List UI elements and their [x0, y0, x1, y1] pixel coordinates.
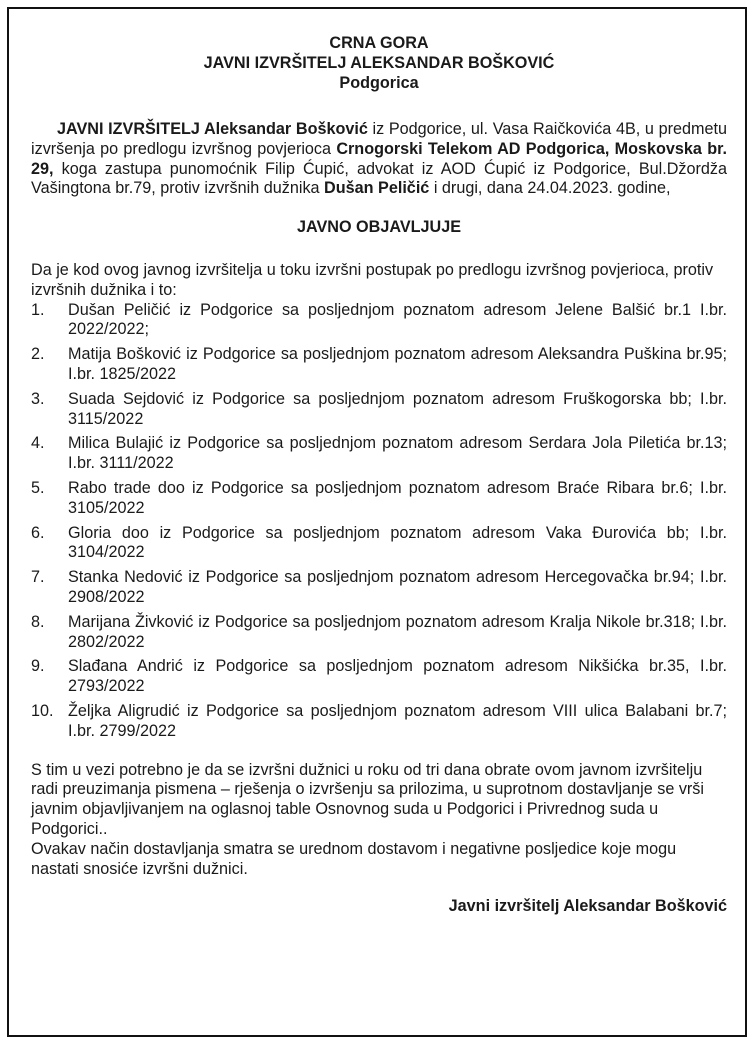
declaration-heading: JAVNO OBJAVLJUJE	[296, 218, 461, 237]
list-item	[31, 301, 727, 341]
item-text: Željka Aligrudić iz Podgorice sa posljednjom poznatom adresom VIII ulica Balabani br.7; I.br. 2799/2022	[68, 701, 727, 740]
item-number: 2.	[31, 345, 45, 364]
list-item	[31, 479, 727, 519]
item-number: 1.	[31, 300, 45, 319]
closing-line: Ovakav način dostavljanja smatra se urednom dostavom i negativne posljedice koje mogu	[31, 839, 677, 858]
closing-paragraph	[31, 761, 727, 880]
public-notice	[31, 33, 727, 917]
header-office: JAVNI IZVRŠITELJ ALEKSANDAR BOŠKOVIĆ	[203, 54, 555, 72]
intro-text-1: iz Podgorice, ul. Vasa Raičkovića 4B, u predmetu izvršenja po predlogu izvršnog povjerioca	[31, 120, 727, 158]
list-item	[31, 390, 727, 430]
debtor-name: Dušan Peličić	[324, 179, 430, 198]
intro-paragraph	[31, 120, 727, 199]
list-item	[31, 568, 727, 608]
item-number: 9.	[31, 657, 45, 676]
item-text: Marijana Živković iz Podgorice sa posljednjom poznatom adresom Kralja Nikole br.318; I.br. 2802/2022	[68, 612, 727, 651]
closing-line: S tim u vezi potrebno je da se izvršni dužnici u roku od tri dana obrate ovom javnom izvršitelju	[31, 760, 703, 779]
creditor-name: Crnogorski Telekom AD Podgorica, Moskovska br. 29,	[31, 139, 727, 178]
item-text: Stanka Nedović iz Podgorice sa posljednjom poznatom adresom Hercegovačka br.94; I.br. 2908/2022	[68, 568, 727, 606]
item-text: Suada Sejdović iz Podgorice sa posljednjom poznatom adresom Fruškogorska bb; I.br. 3115/2022	[68, 389, 727, 428]
list-item	[31, 657, 727, 697]
list-item	[31, 434, 727, 474]
item-text: Gloria doo iz Podgorice sa posljednjom poznatom adresom Vaka Đurovića bb; I.br. 3104/2022	[68, 523, 727, 562]
intro-text-3: i drugi, dana 24.04.2023. godine,	[429, 179, 671, 198]
intro-text-2: koga zastupa punomoćnik Filip Ćupić, advokat iz AOD Ćupić iz Podgorice, Bul.Džordža Vašingtona br.79, protiv izvršnih dužnika	[31, 159, 727, 198]
item-text: Dušan Peličić iz Podgorice sa posljednjom poznatom adresom Jelene Balšić br.1 I.br. 2022/2022;	[68, 300, 727, 339]
debtor-list	[31, 301, 727, 742]
item-number: 6.	[31, 523, 45, 542]
header-city: Podgorica	[339, 74, 419, 92]
item-number: 4.	[31, 434, 45, 453]
item-number: 10.	[31, 701, 54, 720]
item-number: 5.	[31, 478, 45, 497]
closing-line: javnim objavljivanjem na oglasnoj table Osnovnog suda u Podgorici i Privrednog suda u	[31, 800, 659, 819]
item-text: Rabo trade doo iz Podgorice sa posljednjom poznatom adresom Braće Ribara br.6; I.br. 3105/2022	[68, 478, 727, 517]
item-number: 3.	[31, 389, 45, 408]
list-item	[31, 702, 727, 742]
item-text: Slađana Andrić iz Podgorice sa posljednjom poznatom adresom Nikšićka br.35, I.br. 2793/2022	[68, 657, 727, 696]
list-item	[31, 524, 727, 564]
list-item	[31, 345, 727, 385]
closing-line: nastati snosiće izvršni dužnici.	[31, 859, 248, 878]
closing-line: radi preuzimanja pismena – rješenja o izvršenju sa prilozima, u suprotnom dostavljanje se vrši	[31, 780, 704, 799]
item-number: 8.	[31, 612, 45, 631]
executor-name: JAVNI IZVRŠITELJ Aleksandar Bošković	[57, 120, 368, 138]
closing-line: Podgorici..	[31, 819, 108, 838]
header-country: CRNA GORA	[329, 34, 429, 52]
item-text: Milica Bulajić iz Podgorice sa posljednjom poznatom adresom Serdara Jola Piletića br.13; I.br. 3111/2022	[68, 434, 727, 473]
list-lead-text: Da je kod ovog javnog izvršitelja u toku izvršni postupak po predlogu izvršnog povjerioca, protiv izvršnih dužnika i to:	[31, 260, 714, 299]
signature: Javni izvršitelj Aleksandar Bošković	[448, 897, 727, 916]
item-text: Matija Bošković iz Podgorice sa posljednjom poznatom adresom Aleksandra Puškina br.95; I.br. 1825/2022	[68, 345, 727, 383]
document-header	[31, 33, 727, 93]
list-item	[31, 613, 727, 653]
item-number: 7.	[31, 568, 45, 587]
